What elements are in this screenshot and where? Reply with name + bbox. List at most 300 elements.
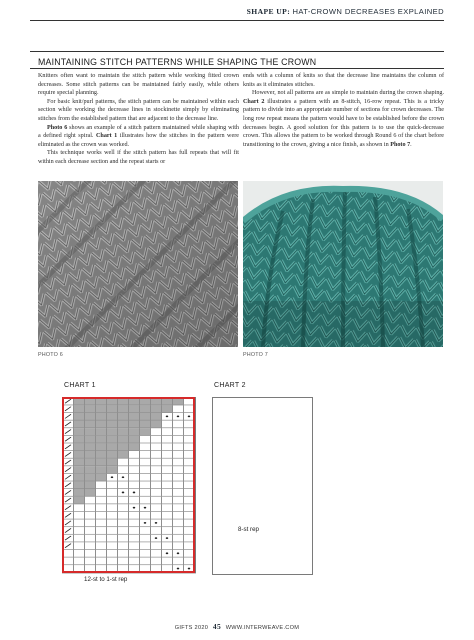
knit-cell <box>85 512 96 520</box>
no-stitch-cell <box>96 428 107 436</box>
no-stitch-cell <box>74 413 85 421</box>
knit-cell <box>74 535 85 543</box>
no-stitch-cell <box>129 421 140 429</box>
knit-cell <box>107 481 118 489</box>
knit-cell <box>151 459 162 467</box>
knit-cell <box>129 519 140 527</box>
knit-cell <box>173 443 184 451</box>
no-stitch-cell <box>74 428 85 436</box>
no-stitch-cell <box>74 436 85 444</box>
knit-cell <box>184 512 195 520</box>
photo-reference: Photo 6 <box>47 124 68 131</box>
knit-cell <box>118 497 129 505</box>
knit-cell <box>96 550 107 558</box>
knit-cell <box>184 542 195 550</box>
knit-cell <box>74 504 85 512</box>
no-stitch-cell <box>107 443 118 451</box>
chart-1-grid <box>62 397 196 573</box>
header-subtitle: HAT-CROWN DECREASES EXPLAINED <box>292 7 444 16</box>
knit-cell <box>151 474 162 482</box>
knit-cell <box>96 489 107 497</box>
knit-cell <box>151 481 162 489</box>
knit-cell <box>96 527 107 535</box>
knit-cell <box>184 557 195 565</box>
knit-cell <box>151 428 162 436</box>
knit-cell <box>162 474 173 482</box>
purl-cell <box>173 565 184 573</box>
no-stitch-cell <box>140 421 151 429</box>
no-stitch-cell <box>74 451 85 459</box>
section-rule-bottom <box>30 68 444 69</box>
photo-reference: Photo 7 <box>390 141 411 148</box>
knit-cell <box>173 405 184 413</box>
no-stitch-cell <box>96 443 107 451</box>
k2tog-cell <box>63 542 74 550</box>
knit-cell <box>173 497 184 505</box>
knit-cell <box>184 398 195 406</box>
knit-cell <box>162 436 173 444</box>
knit-cell <box>151 542 162 550</box>
purl-cell <box>107 474 118 482</box>
knit-cell <box>151 565 162 573</box>
knit-cell <box>85 535 96 543</box>
knit-cell <box>85 550 96 558</box>
knit-cell <box>118 481 129 489</box>
knit-cell <box>151 489 162 497</box>
paragraph: For basic knit/purl patterns, the stitch pattern can be maintained within each section while working the decrease lines in stockinette simply by eliminating stitches from the established pattern that are adjacent to the decrease line. <box>38 98 239 122</box>
k2tog-cell <box>63 466 74 474</box>
no-stitch-cell <box>118 413 129 421</box>
paragraph: ends with a column of knits so that the decrease line maintains the column of knits as it eliminates stitches. <box>243 73 444 88</box>
knit-cell <box>173 459 184 467</box>
k2tog-cell <box>63 436 74 444</box>
knit-cell <box>107 565 118 573</box>
knit-cell <box>107 542 118 550</box>
knit-cell <box>74 519 85 527</box>
k2tog-cell <box>63 527 74 535</box>
no-stitch-cell <box>96 405 107 413</box>
purl-cell <box>173 550 184 558</box>
knit-cell <box>140 535 151 543</box>
knit-cell <box>118 550 129 558</box>
knit-cell <box>162 527 173 535</box>
knit-cell <box>140 436 151 444</box>
knit-cell <box>85 527 96 535</box>
knit-cell <box>74 550 85 558</box>
knit-cell <box>184 527 195 535</box>
purl-cell <box>129 504 140 512</box>
knit-cell <box>129 542 140 550</box>
knit-cell <box>74 565 85 573</box>
chart-reference: Chart 1 <box>95 133 118 140</box>
knit-cell <box>74 542 85 550</box>
paragraph-text: illustrates a pattern with an 8-stitch, 16-row repeat. This is a tricky pattern to divide into an appropriate number of sections for crown decreases. The long row repeat means the pattern would have to be established before the crown decreases begin. A good solution for this pattern is to use the quick-decrease crown. This allows the pattern to be worked through Round 6 of the chart before transitioning to the crown, giving a nice finish, as shown in <box>243 98 444 148</box>
knit-cell <box>184 519 195 527</box>
no-stitch-cell <box>85 398 96 406</box>
k2tog-cell <box>63 519 74 527</box>
knit-cell <box>173 474 184 482</box>
purl-cell <box>173 413 184 421</box>
knit-cell <box>85 542 96 550</box>
body-column-right <box>243 72 444 149</box>
knit-cell <box>140 489 151 497</box>
no-stitch-cell <box>129 436 140 444</box>
knit-cell <box>140 459 151 467</box>
knit-cell <box>96 504 107 512</box>
no-stitch-cell <box>107 398 118 406</box>
purl-cell <box>162 550 173 558</box>
no-stitch-cell <box>140 405 151 413</box>
no-stitch-cell <box>151 398 162 406</box>
no-stitch-cell <box>173 398 184 406</box>
knit-cell <box>118 557 129 565</box>
chart-2-grid <box>212 397 313 575</box>
no-stitch-cell <box>107 451 118 459</box>
knit-cell <box>173 466 184 474</box>
no-stitch-cell <box>118 398 129 406</box>
knit-cell <box>151 466 162 474</box>
knit-cell <box>162 489 173 497</box>
running-header <box>247 7 444 16</box>
no-stitch-cell <box>151 413 162 421</box>
knit-cell <box>184 504 195 512</box>
no-stitch-cell <box>107 413 118 421</box>
knit-cell <box>107 557 118 565</box>
no-stitch-cell <box>74 421 85 429</box>
knit-cell <box>184 436 195 444</box>
knit-cell <box>173 451 184 459</box>
no-stitch-cell <box>74 398 85 406</box>
knit-cell <box>96 542 107 550</box>
no-stitch-cell <box>118 436 129 444</box>
no-stitch-cell <box>107 466 118 474</box>
knit-cell <box>118 527 129 535</box>
k2tog-cell <box>63 398 74 406</box>
knit-cell <box>118 512 129 520</box>
purl-cell <box>151 519 162 527</box>
knit-cell <box>96 565 107 573</box>
knit-cell <box>162 542 173 550</box>
no-stitch-cell <box>151 421 162 429</box>
paragraph <box>243 89 444 149</box>
knit-cell <box>107 527 118 535</box>
paragraph-text: . <box>410 141 412 148</box>
photo-6-gray-knit-swatch <box>38 181 238 347</box>
knit-cell <box>173 535 184 543</box>
knit-cell <box>74 527 85 535</box>
paragraph <box>38 124 239 150</box>
knit-cell <box>173 557 184 565</box>
knit-cell <box>96 497 107 505</box>
chart-reference: Chart 2 <box>243 98 265 105</box>
no-stitch-cell <box>96 451 107 459</box>
no-stitch-cell <box>96 436 107 444</box>
knit-cell <box>129 451 140 459</box>
knit-cell <box>140 474 151 482</box>
no-stitch-cell <box>140 428 151 436</box>
no-stitch-cell <box>85 428 96 436</box>
knit-cell <box>140 451 151 459</box>
knit-cell <box>151 527 162 535</box>
knit-cell <box>173 519 184 527</box>
knit-cell <box>96 535 107 543</box>
no-stitch-cell <box>129 428 140 436</box>
knit-cell <box>85 565 96 573</box>
k2tog-cell <box>63 459 74 467</box>
knit-cell <box>184 451 195 459</box>
k2tog-cell <box>63 474 74 482</box>
no-stitch-cell <box>107 405 118 413</box>
purl-cell <box>162 413 173 421</box>
no-stitch-cell <box>96 421 107 429</box>
knit-cell <box>107 519 118 527</box>
no-stitch-cell <box>162 405 173 413</box>
knit-cell <box>184 481 195 489</box>
no-stitch-cell <box>107 421 118 429</box>
knit-cell <box>151 451 162 459</box>
page-number: 45 <box>212 622 221 631</box>
knit-cell <box>140 497 151 505</box>
knit-cell <box>162 504 173 512</box>
knit-cell <box>129 459 140 467</box>
knit-cell <box>151 550 162 558</box>
knit-cell <box>140 481 151 489</box>
knit-cell <box>184 466 195 474</box>
knit-cell <box>107 504 118 512</box>
knit-cell <box>162 565 173 573</box>
knit-cell <box>151 512 162 520</box>
knit-cell <box>140 466 151 474</box>
knit-cell <box>107 535 118 543</box>
knit-cell <box>140 512 151 520</box>
knit-cell <box>85 504 96 512</box>
paragraph-text: However, not all patterns are as simple to maintain during the crown shaping. <box>252 90 444 97</box>
knit-cell <box>140 550 151 558</box>
k2tog-cell <box>63 512 74 520</box>
paragraph: This technique works well if the stitch pattern has full repeats that will fit within each decrease section and the repeat starts or <box>38 150 239 165</box>
knit-cell <box>173 512 184 520</box>
knit-cell <box>162 443 173 451</box>
knit-cell <box>63 550 74 558</box>
knit-cell <box>162 481 173 489</box>
knit-cell <box>173 428 184 436</box>
no-stitch-cell <box>96 398 107 406</box>
knit-cell <box>85 497 96 505</box>
k2tog-cell <box>63 489 74 497</box>
chart-1-title: CHART 1 <box>64 382 96 389</box>
knit-cell <box>184 421 195 429</box>
knit-cell <box>118 565 129 573</box>
knit-cell <box>118 535 129 543</box>
no-stitch-cell <box>151 405 162 413</box>
no-stitch-cell <box>85 421 96 429</box>
knit-cell <box>63 565 74 573</box>
knit-cell <box>173 542 184 550</box>
k2tog-cell <box>63 504 74 512</box>
knit-cell <box>162 459 173 467</box>
no-stitch-cell <box>118 421 129 429</box>
knit-cell <box>118 466 129 474</box>
k2tog-cell <box>63 451 74 459</box>
paragraph: Knitters often want to maintain the stitch pattern while working fitted crown decreases. Some stitch patterns can be maintained fairly easily, while others require special planning. <box>38 73 239 97</box>
knit-cell <box>129 481 140 489</box>
no-stitch-cell <box>118 405 129 413</box>
no-stitch-cell <box>118 451 129 459</box>
paragraph-text: shows an example of a stitch pattern maintained while shaping with a defined right spiral. <box>38 124 239 140</box>
purl-cell <box>140 519 151 527</box>
no-stitch-cell <box>85 466 96 474</box>
purl-cell <box>129 489 140 497</box>
purl-cell <box>118 489 129 497</box>
no-stitch-cell <box>85 481 96 489</box>
knit-cell <box>74 557 85 565</box>
knit-cell <box>162 466 173 474</box>
no-stitch-cell <box>140 413 151 421</box>
knit-cell <box>140 527 151 535</box>
k2tog-cell <box>63 405 74 413</box>
no-stitch-cell <box>74 481 85 489</box>
knit-cell <box>129 557 140 565</box>
no-stitch-cell <box>74 466 85 474</box>
no-stitch-cell <box>85 451 96 459</box>
knit-cell <box>96 519 107 527</box>
knit-cell <box>162 451 173 459</box>
no-stitch-cell <box>74 474 85 482</box>
no-stitch-cell <box>74 459 85 467</box>
knit-cell <box>184 550 195 558</box>
knit-cell <box>129 497 140 505</box>
no-stitch-cell <box>129 405 140 413</box>
knit-cell <box>184 489 195 497</box>
knit-cell <box>162 421 173 429</box>
no-stitch-cell <box>107 459 118 467</box>
no-stitch-cell <box>129 413 140 421</box>
page-footer <box>0 622 474 631</box>
knit-cell <box>129 527 140 535</box>
photo-7-teal-knit-hat <box>243 181 443 347</box>
knit-cell <box>184 474 195 482</box>
no-stitch-cell <box>96 459 107 467</box>
k2tog-cell <box>63 497 74 505</box>
knit-cell <box>129 512 140 520</box>
knit-cell <box>107 550 118 558</box>
footer-issue: GIFTS 2020 <box>174 625 209 631</box>
knit-cell <box>151 443 162 451</box>
knit-cell <box>96 481 107 489</box>
knit-cell <box>173 421 184 429</box>
knit-cell <box>107 497 118 505</box>
knit-cell <box>74 512 85 520</box>
knit-cell <box>140 557 151 565</box>
no-stitch-cell <box>85 459 96 467</box>
no-stitch-cell <box>140 398 151 406</box>
k2tog-cell <box>63 413 74 421</box>
purl-cell <box>140 504 151 512</box>
knit-cell <box>173 504 184 512</box>
knit-cell <box>118 519 129 527</box>
knit-cell <box>107 512 118 520</box>
purl-cell <box>184 413 195 421</box>
knit-cell <box>173 481 184 489</box>
knit-cell <box>129 550 140 558</box>
chart-2-repeat-label: 8-st rep <box>238 526 259 533</box>
knit-cell <box>129 535 140 543</box>
knit-cell <box>184 535 195 543</box>
knit-cell <box>162 512 173 520</box>
no-stitch-cell <box>85 436 96 444</box>
knit-cell <box>96 512 107 520</box>
no-stitch-cell <box>129 443 140 451</box>
section-rule-top <box>30 51 444 52</box>
no-stitch-cell <box>74 405 85 413</box>
knit-cell <box>151 557 162 565</box>
knit-cell <box>63 557 74 565</box>
knit-cell <box>151 436 162 444</box>
no-stitch-cell <box>96 413 107 421</box>
knit-cell <box>151 504 162 512</box>
no-stitch-cell <box>129 398 140 406</box>
knit-cell <box>184 428 195 436</box>
knit-cell <box>85 557 96 565</box>
photo-7-caption: PHOTO 7 <box>243 352 268 358</box>
no-stitch-cell <box>96 466 107 474</box>
no-stitch-cell <box>118 428 129 436</box>
no-stitch-cell <box>74 443 85 451</box>
knit-cell <box>85 519 96 527</box>
knit-cell <box>129 466 140 474</box>
knit-cell <box>184 497 195 505</box>
knit-cell <box>107 489 118 497</box>
no-stitch-cell <box>85 413 96 421</box>
no-stitch-cell <box>74 497 85 505</box>
knit-cell <box>118 504 129 512</box>
knit-cell <box>173 489 184 497</box>
knit-cell <box>173 527 184 535</box>
purl-cell <box>162 535 173 543</box>
no-stitch-cell <box>85 443 96 451</box>
no-stitch-cell <box>85 489 96 497</box>
no-stitch-cell <box>107 428 118 436</box>
body-column-left <box>38 72 239 167</box>
k2tog-cell <box>63 481 74 489</box>
k2tog-cell <box>63 428 74 436</box>
knit-cell <box>151 497 162 505</box>
knit-cell <box>140 565 151 573</box>
knit-cell <box>162 519 173 527</box>
k2tog-cell <box>63 443 74 451</box>
knit-cell <box>184 459 195 467</box>
no-stitch-cell <box>85 474 96 482</box>
knit-cell <box>184 443 195 451</box>
k2tog-cell <box>63 421 74 429</box>
knit-cell <box>162 428 173 436</box>
no-stitch-cell <box>162 398 173 406</box>
photo-6-caption: PHOTO 6 <box>38 352 63 358</box>
header-rule <box>30 20 444 21</box>
k2tog-cell <box>63 535 74 543</box>
knit-cell <box>118 542 129 550</box>
no-stitch-cell <box>96 474 107 482</box>
knit-cell <box>140 443 151 451</box>
knit-cell <box>173 436 184 444</box>
chart-2-title: CHART 2 <box>214 382 246 389</box>
chart-1-repeat-label: 12-st to 1-st rep <box>84 576 128 583</box>
knit-cell <box>162 557 173 565</box>
knit-cell <box>118 459 129 467</box>
no-stitch-cell <box>107 436 118 444</box>
knit-cell <box>184 405 195 413</box>
knit-cell <box>96 557 107 565</box>
